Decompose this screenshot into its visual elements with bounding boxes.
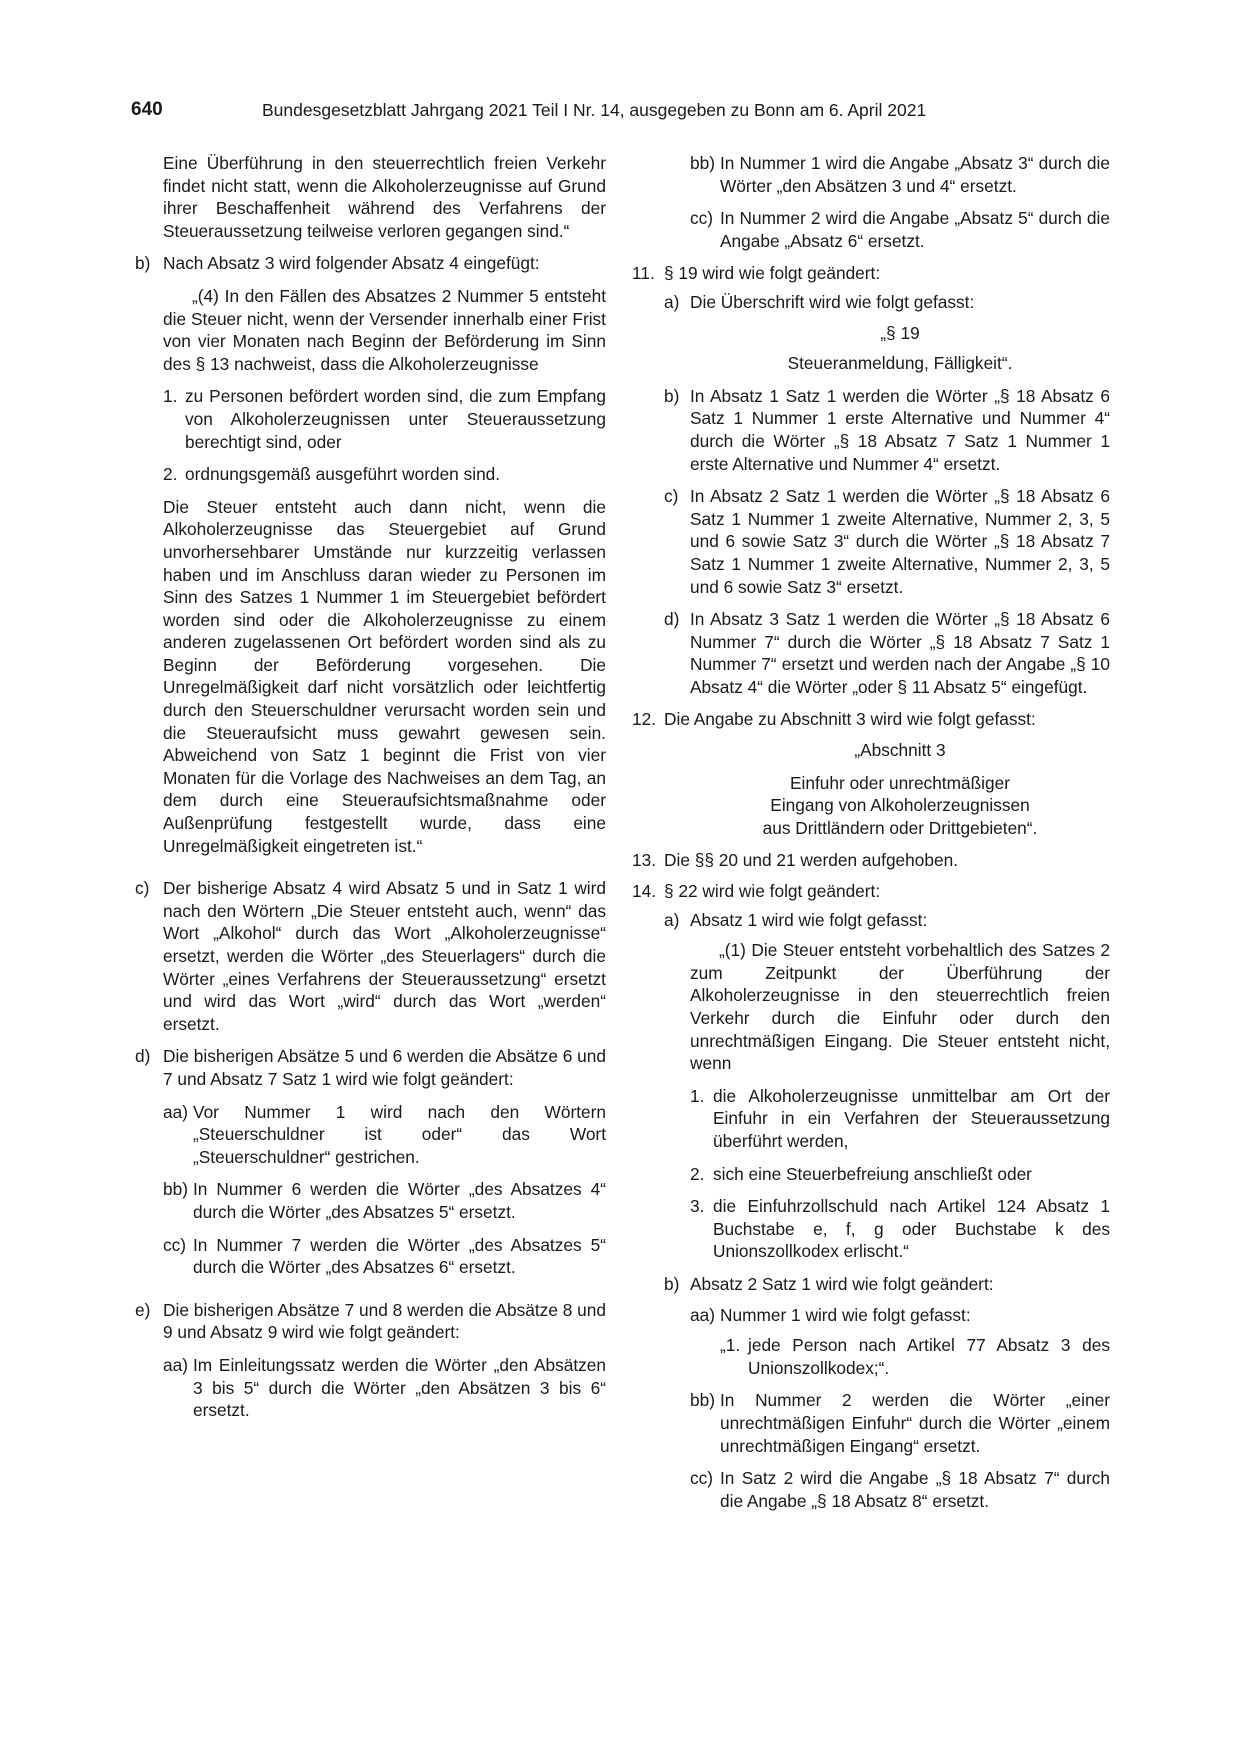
intro-paragraph: Eine Überführung in den steuerrechtlich freien Verkehr findet nicht statt, wenn die Alkoholerzeugnisse auf Grund ihrer Beschaffenheit während des Verfahrens der Steueraussetzung teilweise verloren gegangen sind.“ <box>163 153 606 241</box>
list-item: d) In Absatz 3 Satz 1 werden die Wörter „§ 18 Absatz 6 Nummer 7“ durch die Wörter „§ 18 Absatz 7 Satz 1 Nummer 7“ ersetzt und werden nach der Angabe „§ 10 Absatz 4“ die Wörter „oder § 11 Absatz 5“ eingefügt. <box>664 609 1110 697</box>
list-item: cc) In Nummer 2 wird die Angabe „Absatz 5“ durch die Angabe „Absatz 6“ ersetzt. <box>690 208 1110 251</box>
list-item: cc) In Satz 2 wird die Angabe „§ 18 Absatz 7“ durch die Angabe „§ 18 Absatz 8“ ersetzt. <box>690 1468 1110 1511</box>
list-item: bb) In Nummer 6 werden die Wörter „des Absatzes 4“ durch die Wörter „des Absatzes 5“ ersetzt. <box>163 1179 606 1222</box>
item-text: Die Angabe zu Abschnitt 3 wird wie folgt gefasst: <box>664 709 1036 730</box>
quote-item: „1. jede Person nach Artikel 77 Absatz 3 des Unionszollkodex;“. <box>720 1335 1110 1378</box>
item-text: Nach Absatz 3 wird folgender Absatz 4 eingefügt: <box>163 253 540 274</box>
list-item: b) In Absatz 1 Satz 1 werden die Wörter „§ 18 Absatz 6 Satz 1 Nummer 1 erste Alternative und Nummer 4“ durch die Wörter „§ 18 Absatz 7 Satz 1 Nummer 1 erste Alternative und Nummer 4“ ersetzt. <box>664 385 1110 474</box>
header-title: Bundesgesetzblatt Jahrgang 2021 Teil I Nr. 14, ausgegeben zu Bonn am 6. April 2021 <box>262 100 927 120</box>
page-number: 640 <box>131 99 163 120</box>
list-item: cc) In Nummer 7 werden die Wörter „des Absatzes 5“ durch die Wörter „des Absatzes 6“ ersetzt. <box>163 1234 606 1278</box>
right-column <box>632 152 1110 1522</box>
quote-paragraph: „(4) In den Fällen des Absatzes 2 Nummer 5 entsteht die Steuer nicht, wenn der Versender innerhalb einer Frist von vier Monaten nach Beginn der Beförderung im Sinn des § 13 nachweist, dass die Alkoholerzeugnisse <box>163 285 606 374</box>
heading-line: Eingang von Alkoholerzeugnissen <box>770 795 1030 816</box>
item-text: Die bisherigen Absätze 7 und 8 werden die Absätze 8 und 9 und Absatz 9 wird wie folgt geändert: <box>163 1299 606 1343</box>
heading-line: „§ 19 <box>880 322 920 343</box>
item-13: 13. Die §§ 20 und 21 werden aufgehoben. <box>632 849 1110 872</box>
left-column <box>135 152 606 1442</box>
heading-line: aus Drittländern oder Drittgebieten“. <box>762 817 1038 838</box>
item-text: § 19 wird wie folgt geändert: <box>664 263 881 284</box>
item-11a: a) Die Überschrift wird wie folgt gefasst: <box>664 291 975 312</box>
item-12: 12. Die Angabe zu Abschnitt 3 wird wie folgt gefasst: <box>632 708 1110 731</box>
list-item: aa) Vor Nummer 1 wird nach den Wörtern „Steuerschuldner ist oder“ das Wort „Steuerschuldner“ gestrichen. <box>163 1101 606 1167</box>
item-text: Der bisherige Absatz 4 wird Absatz 5 und in Satz 1 wird nach den Wörtern „Die Steuer entsteht auch, wenn“ das Wort „Alkohol“ durch das Wort „Alkoholerzeugnisse“ ersetzt, werden die Wörter „des Steuerlagers“ durch die Wörter „eines Verfahrens der Steueraussetzung“ ersetzt und wird das Wort „wird“ durch das Wort „werden“ ersetzt. <box>163 878 606 1034</box>
item-14: 14. § 22 wird wie folgt geändert: <box>632 880 1110 903</box>
item-c: c) Der bisherige Absatz 4 wird Absatz 5 und in Satz 1 wird nach den Wörtern „Die Steuer entsteht auch, wenn“ das Wort „Alkohol“ durch das Wort „Alkoholerzeugnisse“ ersetzt, werden die Wörter „des Steuerlagers“ durch die Wörter „eines Verfahrens der Steueraussetzung“ ersetzt und wird das Wort „wird“ durch das Wort „werden“ ersetzt. <box>135 878 606 1034</box>
closing-paragraph: Die Steuer entsteht auch dann nicht, wenn die Alkoholerzeugnisse das Steuergebiet auf Grund unvorhersehbarer Umstände nur kurzzeitig verlassen haben und im Anschluss daran wieder zu Personen im Sinn des Satzes 1 Nummer 1 im Steuergebiet befördert worden sind oder die Alkoholerzeugnisse zu einem anderen zugelassenen Ort befördert worden sind als zu Beginn der Beförderung vorgesehen. Die Unregelmäßigkeit darf nicht vorsätzlich oder leichtfertig durch den Steuerschuldner verursacht worden sein und die Steueraufsicht muss gewahrt gewesen sein. Abweichend von Satz 1 beginnt die Frist von vier Monaten für die Vorlage des Nachweises an dem Tag, an dem durch eine Steueraufsichtsmaßnahme oder Außenprüfung festgestellt wurde, dass eine Unregelmäßigkeit eingetreten ist.“ <box>163 496 606 856</box>
item-text: Die §§ 20 und 21 werden aufgehoben. <box>664 850 959 871</box>
list-item: bb) In Nummer 2 werden die Wörter „einer unrechtmäßigen Einfuhr“ durch die Wörter „einem unrechtmäßigen Eingang“ ersetzt. <box>690 1390 1110 1456</box>
item-label: b) <box>135 253 151 274</box>
item-e: e) Die bisherigen Absätze 7 und 8 werden die Absätze 8 und 9 und Absatz 9 wird wie folgt geändert: aa) Im Einleitungssatz werden die Wörter „den Absätzen 3 bis 5“ durch die Wörter „den Absätzen 3 bis 6“ ersetzt. <box>135 1299 606 1421</box>
list-item: bb) In Nummer 1 wird die Angabe „Absatz 3“ durch die Wörter „den Absätzen 3 und 4“ ersetzt. <box>690 153 1110 196</box>
item-14a: a) Absatz 1 wird wie folgt gefasst: <box>664 909 928 930</box>
page-header <box>131 99 1111 125</box>
heading-line: „Abschnitt 3 <box>854 740 946 761</box>
item-text: Die bisherigen Absätze 5 und 6 werden die Absätze 6 und 7 und Absatz 7 Satz 1 wird wie folgt geändert: <box>163 1046 606 1089</box>
list-item: 2. sich eine Steuerbefreiung anschließt oder <box>690 1163 1032 1184</box>
list-item: 1. die Alkoholerzeugnisse unmittelbar am Ort der Einfuhr in ein Verfahren der Steueraussetzung überführt werden, <box>690 1085 1110 1151</box>
quote-paragraph: „(1) Die Steuer entsteht vorbehaltlich des Satzes 2 zum Zeitpunkt der Überführung der Alkoholerzeugnisse in den steuerrechtlich freien Verkehr durch die Einfuhr oder durch den unrechtmäßigen Eingang. Die Steuer entsteht nicht, wenn <box>690 940 1110 1074</box>
list-item: c) In Absatz 2 Satz 1 werden die Wörter „§ 18 Absatz 6 Satz 1 Nummer 1 zweite Alternative, Nummer 2, 3, 5 und 6 sowie Satz 3“ durch die Wörter „§ 18 Absatz 7 Satz 1 Nummer 1 zweite Alternative, Nummer 2, 3, 5 und 6 sowie Satz 3“ ersetzt. <box>664 486 1110 597</box>
item-d: d) Die bisherigen Absätze 5 und 6 werden die Absätze 6 und 7 und Absatz 7 Satz 1 wird wie folgt geändert: aa) Vor Nummer 1 wird nach den Wörtern „Steuerschuldner ist oder“ das Wort „Steuerschuldner“ gestrichen. bb) In Nummer 6 werden die Wörter „des Absatzes 4“ durch die Wörter „des Absatzes 5“ ersetzt. cc) In Nummer 7 werden die Wörter „des Absatzes 5“ durch die Wörter „des Absatzes 6“ ersetzt. <box>135 1046 606 1278</box>
item-14b: b) Absatz 2 Satz 1 wird wie folgt geändert: <box>664 1273 994 1294</box>
item-text: § 22 wird wie folgt geändert: <box>664 881 881 902</box>
heading-line: Einfuhr oder unrechtmäßiger <box>790 772 1010 793</box>
list-item: aa) Nummer 1 wird wie folgt gefasst: <box>690 1304 971 1325</box>
list-item: 3. die Einfuhrzollschuld nach Artikel 124 Absatz 1 Buchstabe e, f, g oder Buchstabe k des Unionszollkodex erlischt.“ <box>690 1196 1110 1262</box>
list-item: 1. zu Personen befördert worden sind, die zum Empfang von Alkoholerzeugnissen unter Steueraussetzung berechtigt sind, oder <box>163 386 606 452</box>
item-b <box>135 252 606 867</box>
list-item: 2. ordnungsgemäß ausgeführt worden sind. <box>163 464 501 485</box>
heading-line: Steueranmeldung, Fälligkeit“. <box>787 353 1013 374</box>
item-11: 11. § 19 wird wie folgt geändert: <box>632 262 1110 285</box>
list-item: aa) Im Einleitungssatz werden die Wörter „den Absätzen 3 bis 5“ durch die Wörter „den Absätzen 3 bis 6“ ersetzt. <box>163 1354 606 1421</box>
